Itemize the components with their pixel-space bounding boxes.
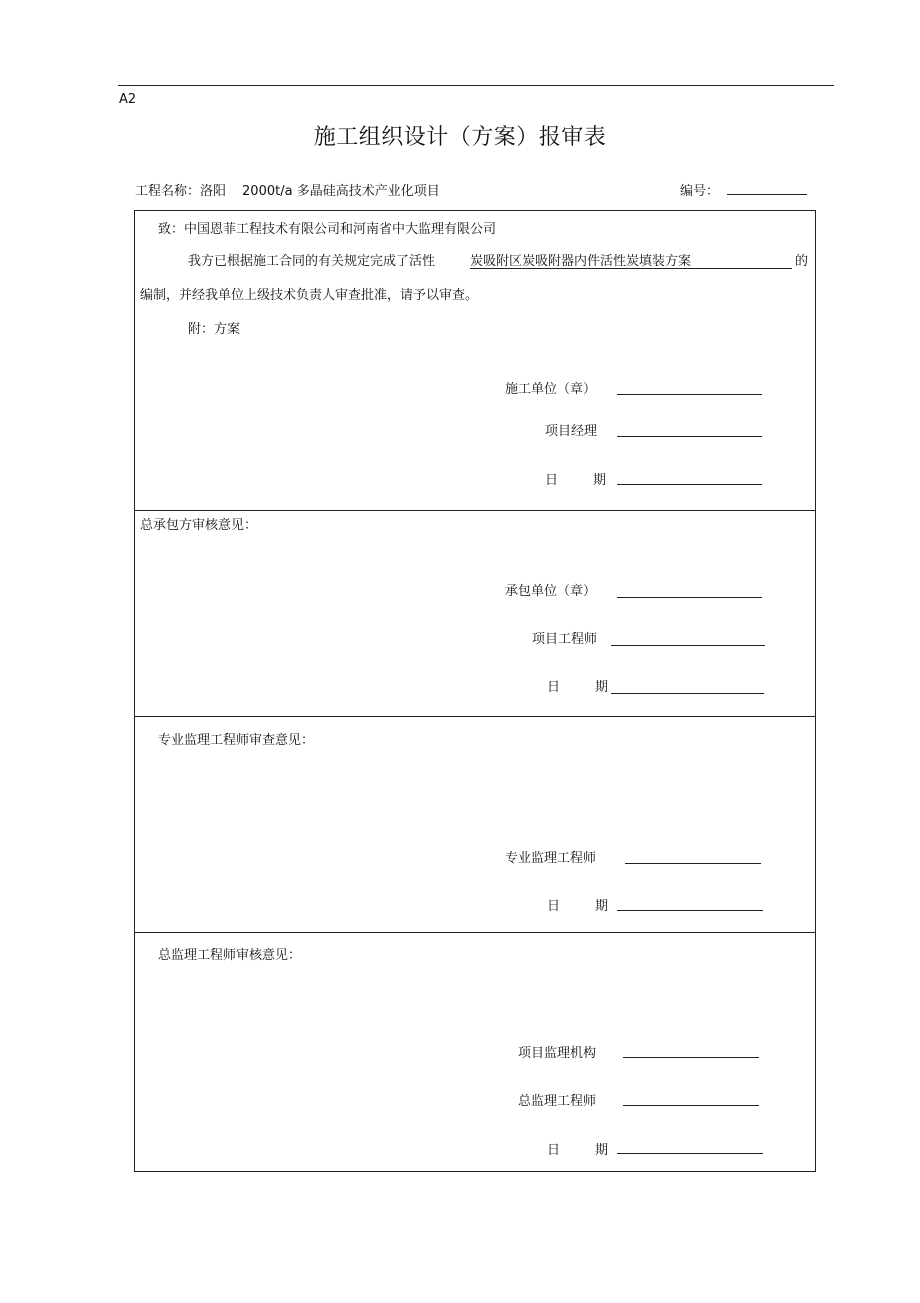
project-name-detail: 2000t/a 多晶硅高技术产业化项目 <box>242 184 440 199</box>
serial-number-row <box>680 180 807 199</box>
date-label-char2: 期 <box>595 1143 609 1158</box>
addressee: 致：中国恩菲工程技术有限公司和河南省中大监理有限公司 <box>158 222 497 237</box>
date-line[interactable] <box>617 1153 763 1154</box>
section-divider <box>135 510 815 511</box>
date-line[interactable] <box>611 693 764 694</box>
page-title: 施工组织设计（方案）报审表 <box>313 125 607 150</box>
serial-number-field[interactable] <box>727 180 807 195</box>
plan-name-underline <box>470 268 792 269</box>
serial-label: 编号： <box>680 184 720 199</box>
specialty-supervisor-review-heading: 专业监理工程师审查意见： <box>158 733 315 748</box>
project-name-row <box>135 180 440 199</box>
project-engineer-signature-line[interactable] <box>611 645 765 646</box>
date-line[interactable] <box>617 910 763 911</box>
date-label-char1: 日 <box>547 899 561 914</box>
specialty-supervisor-label: 专业监理工程师 <box>505 851 597 866</box>
contractor-unit-signature-line[interactable] <box>617 597 762 598</box>
project-name: 洛阳 <box>200 184 227 199</box>
construction-unit-label: 施工单位（章） <box>505 382 597 397</box>
specialty-supervisor-signature-line[interactable] <box>625 863 761 864</box>
date-label-char1: 日 <box>545 473 559 488</box>
section-divider <box>135 716 815 717</box>
date-label-char1: 日 <box>547 1143 561 1158</box>
date-label-char2: 期 <box>595 680 609 695</box>
chief-supervisor-signature-line[interactable] <box>623 1105 759 1106</box>
supervision-org-label: 项目监理机构 <box>518 1046 597 1061</box>
attachment-note: 附：方案 <box>188 322 241 337</box>
construction-unit-signature-line[interactable] <box>617 394 762 395</box>
approval-form <box>134 210 816 1172</box>
plan-name-field: 炭吸附区炭吸附器内件活性炭填装方案 <box>470 254 692 269</box>
header-rule <box>118 85 834 86</box>
project-label: 工程名称： <box>135 184 201 199</box>
project-manager-label: 项目经理 <box>545 424 598 439</box>
date-label-char2: 期 <box>593 473 607 488</box>
supervision-org-signature-line[interactable] <box>623 1057 759 1058</box>
form-code: A2 <box>119 92 137 107</box>
chief-supervisor-review-heading: 总监理工程师审核意见： <box>158 948 302 963</box>
submission-text-line2: 编制，并经我单位上级技术负责人审查批准，请予以审查。 <box>140 288 479 303</box>
date-line[interactable] <box>617 484 762 485</box>
section-divider <box>135 932 815 933</box>
date-label-char2: 期 <box>595 899 609 914</box>
submission-text-part1: 我方已根据施工合同的有关规定完成了活性 <box>188 254 436 269</box>
general-contractor-review-heading: 总承包方审核意见： <box>140 518 258 533</box>
date-label-char1: 日 <box>547 680 561 695</box>
contractor-unit-label: 承包单位（章） <box>505 584 597 599</box>
submission-text-part2: 的 <box>795 254 809 269</box>
project-engineer-label: 项目工程师 <box>532 632 598 647</box>
project-manager-signature-line[interactable] <box>617 436 762 437</box>
chief-supervisor-label: 总监理工程师 <box>518 1094 597 1109</box>
